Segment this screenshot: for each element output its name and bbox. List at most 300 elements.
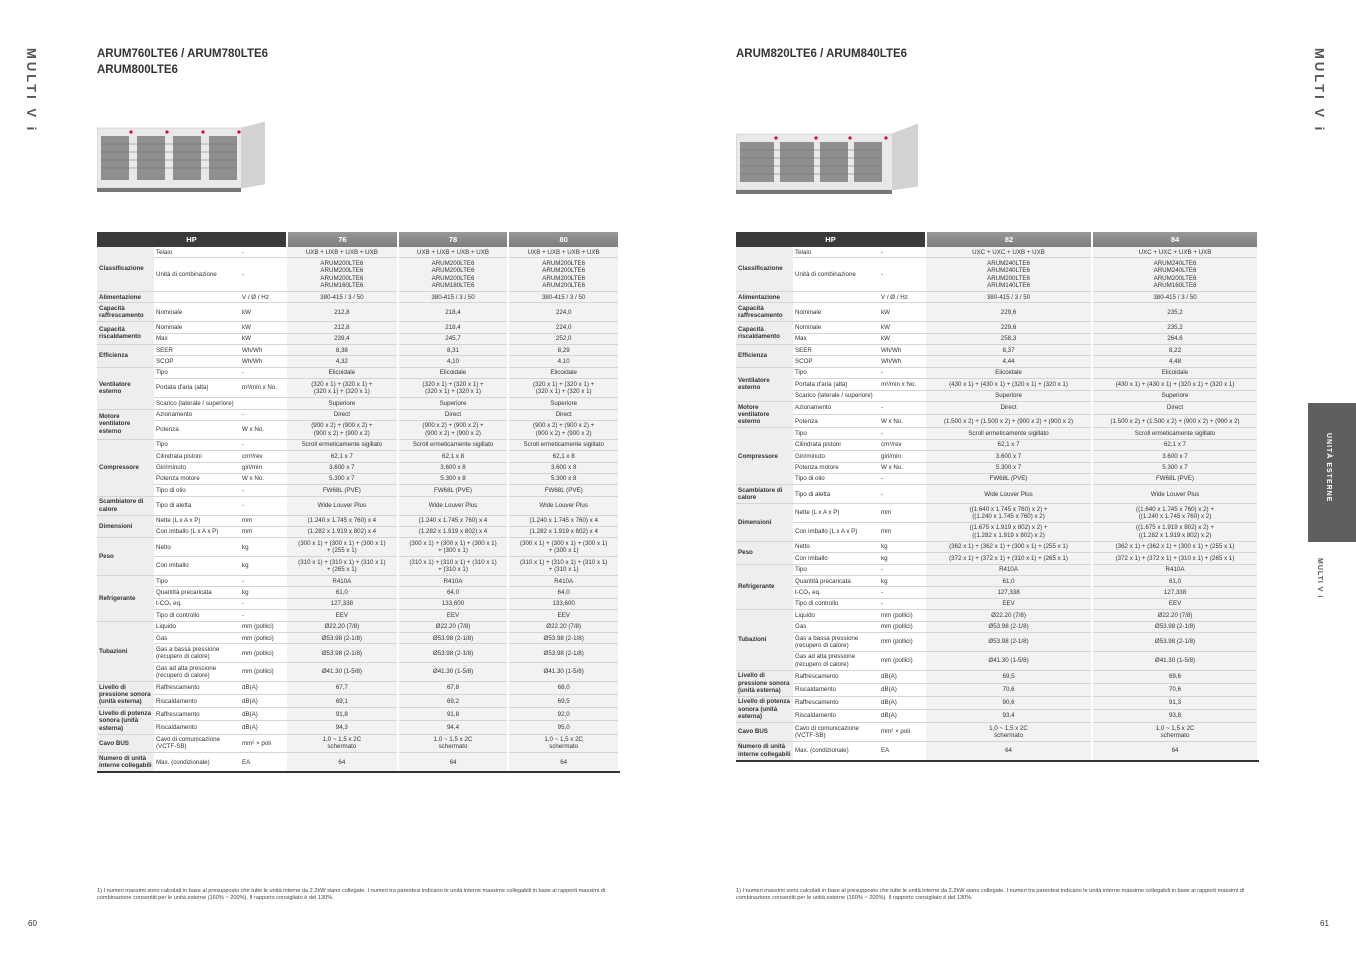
table-row: [97, 356, 619, 367]
param-cell: Con imballo: [154, 557, 240, 576]
value-cell: R410A: [287, 576, 398, 587]
value-cell: (310 x 1) + (310 x 1) + (310 x 1) + (310 x 1): [398, 557, 509, 576]
value-cell: 224,0: [508, 322, 619, 333]
table-row: [736, 541, 1258, 552]
table-row: [97, 322, 619, 333]
table-row: [97, 598, 619, 609]
param-cell: Nominale: [154, 303, 240, 322]
value-cell: UXC + UXC + UXB + UXB: [926, 247, 1092, 258]
table-row: [97, 708, 619, 721]
unit-cell: mm: [240, 526, 287, 537]
category-cell: Tubazioni: [97, 621, 154, 681]
param-cell: Max: [793, 333, 879, 344]
value-cell: Ø22.20 (7/8): [508, 621, 619, 632]
unit-cell: -: [240, 367, 287, 378]
param-cell: Max: [154, 333, 240, 344]
unit-cell: giri/min: [879, 451, 926, 462]
table-row: [97, 439, 619, 450]
value-cell: EEV: [287, 610, 398, 621]
value-cell: 64: [1092, 741, 1258, 760]
value-cell: 5.300 x 7: [287, 473, 398, 484]
param-cell: SEER: [793, 345, 879, 356]
table-row: [97, 409, 619, 420]
table-row: [97, 721, 619, 734]
value-cell: Ø53.98 (2-1/8): [398, 644, 509, 663]
category-cell: Livello di pressione sonora (unità esterna): [736, 670, 793, 696]
value-cell: Scroll ermeticamente sigillato: [398, 439, 509, 450]
table-row: [97, 485, 619, 496]
unit-cell: -: [879, 367, 926, 378]
unit-cell: W x No.: [240, 473, 287, 484]
param-cell: [793, 292, 879, 303]
unit-cell: W x No.: [240, 420, 287, 439]
value-cell: Elicoidale: [926, 367, 1092, 378]
unit-cell: -: [879, 402, 926, 415]
table-row: [736, 670, 1258, 683]
value-cell: UXC + UXC + UXB + UXB: [1092, 247, 1258, 258]
table-row: [97, 644, 619, 663]
table-row: [97, 398, 619, 409]
unit-cell: kg: [240, 557, 287, 576]
value-cell: 229,6: [926, 303, 1092, 322]
value-cell: 64,0: [398, 587, 509, 598]
value-cell: 91,8: [287, 708, 398, 721]
brand-small-label: MULTI V i: [1316, 558, 1323, 599]
unit-cell: mm: [879, 504, 926, 523]
value-cell: Elicoidale: [398, 367, 509, 378]
value-cell: FW68L (PVE): [287, 485, 398, 496]
unit-cell: mm (pollici): [879, 651, 926, 670]
unit-cell: -: [879, 598, 926, 609]
value-cell: Ø41.30 (1-5/8): [508, 663, 619, 682]
category-cell: Alimentazione: [736, 292, 793, 303]
value-cell: 239,4: [287, 333, 398, 344]
param-cell: Gas ad alta pressione (recupero di calore): [793, 651, 879, 670]
right-page: [678, 0, 1356, 959]
table-row: [736, 553, 1258, 564]
param-cell: Giri/minuto: [154, 462, 240, 473]
unit-cell: V / Ø / Hz: [240, 292, 287, 303]
unit-cell: kg: [879, 576, 926, 587]
param-cell: Liquido: [154, 621, 240, 632]
value-cell: 8,29: [508, 345, 619, 356]
value-cell: 380-415 / 3 / 50: [926, 292, 1092, 303]
unit-cell: [240, 398, 287, 409]
value-cell: 3.600 x 7: [926, 451, 1092, 462]
value-cell: Superiore: [287, 398, 398, 409]
value-cell: UXB + UXB + UXB + UXB: [287, 247, 398, 258]
param-cell: Raffrescamento: [154, 708, 240, 721]
value-cell: 252,0: [508, 333, 619, 344]
unit-cell: mm² × poli: [240, 734, 287, 753]
value-cell: 69,5: [926, 670, 1092, 683]
value-cell: (900 x 2) + (900 x 2) + (900 x 2) + (900 x 2): [287, 420, 398, 439]
value-cell: Elicoidale: [287, 367, 398, 378]
value-cell: ((1.640 x 1.745 x 760) x 2) + ((1.240 x 1.745 x 760) x 2): [1092, 504, 1258, 523]
value-cell: 133,600: [508, 598, 619, 609]
value-cell: 212,8: [287, 322, 398, 333]
value-cell: 212,8: [287, 303, 398, 322]
table-row: [97, 734, 619, 753]
param-cell: SCOP: [793, 356, 879, 367]
unit-cell: kW: [879, 322, 926, 333]
table-row: [736, 504, 1258, 523]
unit-cell: -: [879, 485, 926, 504]
table-row: [97, 420, 619, 439]
unit-cell: -: [879, 428, 926, 439]
table-row: [97, 610, 619, 621]
param-cell: SCOP: [154, 356, 240, 367]
value-cell: 93,8: [1092, 709, 1258, 722]
footnote: 1) I numeri massimi sono calcolati in base al presupposto che tutte le unità interne da 2,2kW siano collegate. I numeri tra parentesi indicano le unità interne massime collegabili in base ai rapporti massimi di combinazione consentiti per le unità esterne (160% ~ 200%). Il rapporto consigliato è del 130%.: [97, 888, 606, 901]
table-row: [736, 303, 1258, 322]
param-cell: Max. (condizionale): [154, 753, 240, 772]
param-cell: Telaio: [154, 247, 240, 258]
unit-cell: cm³/rev: [240, 451, 287, 462]
value-cell: ((1.675 x 1.919 x 802) x 2) + ((1.282 x 1.919 x 802) x 2): [1092, 522, 1258, 541]
table-row: [97, 345, 619, 356]
value-cell: Ø22.20 (7/8): [926, 610, 1092, 621]
value-cell: Superiore: [1092, 390, 1258, 401]
unit-cell: mm (pollici): [240, 621, 287, 632]
value-cell: (900 x 2) + (900 x 2) + (900 x 2) + (900 x 2): [398, 420, 509, 439]
spec-table: [97, 232, 620, 773]
unit-cell: mm (pollici): [240, 633, 287, 644]
unit-cell: -: [879, 247, 926, 258]
param-cell: Unità di combinazione: [154, 258, 240, 292]
value-cell: Elicoidale: [1092, 367, 1258, 378]
value-cell: 61,0: [926, 576, 1092, 587]
value-cell: R410A: [926, 564, 1092, 575]
param-cell: Telaio: [793, 247, 879, 258]
unit-cell: dB(A): [879, 709, 926, 722]
table-row: [97, 538, 619, 557]
category-cell: Capacità riscaldamento: [736, 322, 793, 345]
table-row: [736, 621, 1258, 632]
param-cell: Liquido: [793, 610, 879, 621]
table-row: [97, 451, 619, 462]
table-row: [736, 587, 1258, 598]
header-model-76: 76: [287, 232, 398, 247]
unit-cell: Wh/Wh: [879, 356, 926, 367]
value-cell: Direct: [398, 409, 509, 420]
unit-cell: mm (pollici): [879, 621, 926, 632]
header-model-84: 84: [1092, 232, 1258, 247]
value-cell: 4,32: [287, 356, 398, 367]
category-cell: Cavo BUS: [97, 734, 154, 753]
value-cell: Wide Louver Plus: [926, 485, 1092, 504]
unit-cell: -: [240, 496, 287, 515]
value-cell: ARUM200LTE6 ARUM200LTE6 ARUM200LTE6 ARUM180LTE6: [398, 258, 509, 292]
unit-cell: dB(A): [879, 683, 926, 696]
unit-cell: Wh/Wh: [879, 345, 926, 356]
category-cell: Cavo BUS: [736, 723, 793, 742]
table-row: [97, 333, 619, 344]
value-cell: (320 x 1) + (320 x 1) + (320 x 1) + (320 x 1): [398, 379, 509, 398]
table-row: [736, 247, 1258, 258]
header-model-78: 78: [398, 232, 509, 247]
value-cell: (1.282 x 1.919 x 802) x 4: [287, 526, 398, 537]
value-cell: (300 x 1) + (300 x 1) + (300 x 1) + (300 x 1): [398, 538, 509, 557]
value-cell: (1.500 x 2) + (1.500 x 2) + (900 x 2) + (900 x 2): [926, 415, 1092, 428]
value-cell: Ø53.98 (2-1/8): [398, 633, 509, 644]
table-row: [97, 695, 619, 708]
table-row: [97, 753, 619, 772]
value-cell: 64: [926, 741, 1092, 760]
value-cell: 1,0 ~ 1,5 x 2C schermato: [508, 734, 619, 753]
unit-cell: -: [240, 258, 287, 292]
value-cell: 5.300 x 8: [508, 473, 619, 484]
value-cell: Ø53.98 (2-1/8): [1092, 621, 1258, 632]
value-cell: 67,8: [398, 682, 509, 695]
table-row: [736, 292, 1258, 303]
param-cell: Cavo di comunicazione (VCTF-SB): [793, 723, 879, 742]
value-cell: 62,1 x 8: [508, 451, 619, 462]
unit-cell: kW: [240, 333, 287, 344]
table-row: [736, 485, 1258, 504]
value-cell: 69,1: [287, 695, 398, 708]
value-cell: (300 x 1) + (300 x 1) + (300 x 1) + (300 x 1): [508, 538, 619, 557]
param-cell: t-CO₂ eq.: [154, 598, 240, 609]
value-cell: 1,0 ~ 1,5 x 2C schermato: [926, 723, 1092, 742]
param-cell: Con imballo (L x A x P): [793, 522, 879, 541]
category-cell: Dimensioni: [736, 504, 793, 542]
table-row: [736, 415, 1258, 428]
category-cell: Capacità raffrescamento: [736, 303, 793, 322]
table-row: [736, 598, 1258, 609]
param-cell: Tipo di controllo: [154, 610, 240, 621]
table-row: [97, 663, 619, 682]
table-row: [736, 333, 1258, 344]
param-cell: Riscaldamento: [154, 721, 240, 734]
table-row: [736, 696, 1258, 709]
table-row: [97, 633, 619, 644]
table-row: [736, 723, 1258, 742]
table-row: [97, 496, 619, 515]
param-cell: Gas: [154, 633, 240, 644]
unit-cell: dB(A): [879, 670, 926, 683]
table-row: [736, 439, 1258, 450]
param-cell: Con imballo (L x A x P): [154, 526, 240, 537]
table-row: [736, 345, 1258, 356]
param-cell: Nette (L x A x P): [154, 515, 240, 526]
value-cell: 94,3: [287, 721, 398, 734]
unit-cell: giri/min: [240, 462, 287, 473]
section-tab-label: UNITÀ ESTERNE: [1325, 433, 1332, 503]
unit-cell: -: [240, 247, 287, 258]
value-cell: 218,4: [398, 303, 509, 322]
title-line: ARUM820LTE6 / ARUM840LTE6: [736, 48, 908, 60]
param-cell: Gas a bassa pressione (recupero di calore): [793, 633, 879, 652]
param-cell: Riscaldamento: [793, 709, 879, 722]
value-cell: 90,6: [926, 696, 1092, 709]
table-row: [97, 587, 619, 598]
value-cell: R410A: [1092, 564, 1258, 575]
unit-cell: kW: [240, 303, 287, 322]
value-cell: Scroll ermeticamente sigillato: [926, 428, 1092, 439]
param-cell: Raffrescamento: [793, 696, 879, 709]
table-row: [97, 682, 619, 695]
value-cell: 235,2: [1092, 303, 1258, 322]
param-cell: Quantità precaricata: [154, 587, 240, 598]
unit-cell: mm: [879, 522, 926, 541]
unit-cell: -: [240, 598, 287, 609]
table-row: [97, 526, 619, 537]
unit-cell: EA: [240, 753, 287, 772]
value-cell: Ø53.98 (2-1/8): [287, 644, 398, 663]
unit-cell: dB(A): [879, 696, 926, 709]
category-cell: Classificazione: [97, 247, 154, 292]
value-cell: (1.282 x 1.919 x 802) x 4: [398, 526, 509, 537]
unit-cell: cm³/rev: [879, 439, 926, 450]
brand-vertical-label: MULTI V i: [24, 48, 39, 134]
header-hp: HP: [97, 232, 287, 247]
value-cell: 91,8: [398, 708, 509, 721]
category-cell: Scambiatore di calore: [736, 485, 793, 504]
param-cell: Raffrescamento: [154, 682, 240, 695]
category-cell: Ventilatore esterno: [736, 367, 793, 401]
param-cell: Potenza motore: [154, 473, 240, 484]
value-cell: (300 x 1) + (300 x 1) + (300 x 1) + (255 x 1): [287, 538, 398, 557]
value-cell: Scroll ermeticamente sigillato: [1092, 428, 1258, 439]
value-cell: 62,1 x 7: [287, 451, 398, 462]
value-cell: Ø53.98 (2-1/8): [508, 644, 619, 663]
param-cell: Nominale: [793, 303, 879, 322]
category-cell: Peso: [736, 541, 793, 564]
table-row: [736, 564, 1258, 575]
category-cell: Compressore: [97, 439, 154, 496]
value-cell: (1.240 x 1.745 x 760) x 4: [508, 515, 619, 526]
param-cell: Netto: [154, 538, 240, 557]
table-row: [97, 473, 619, 484]
value-cell: 380-415 / 3 / 50: [1092, 292, 1258, 303]
value-cell: 133,600: [398, 598, 509, 609]
param-cell: Nette (L x A x P): [793, 504, 879, 523]
unit-cell: Wh/Wh: [240, 356, 287, 367]
value-cell: FW68L (PVE): [398, 485, 509, 496]
param-cell: Tipo di aletta: [154, 496, 240, 515]
table-row: [736, 367, 1258, 378]
param-cell: Gas: [793, 621, 879, 632]
value-cell: (372 x 1) + (372 x 1) + (310 x 1) + (265 x 1): [1092, 553, 1258, 564]
unit-cell: dB(A): [240, 708, 287, 721]
category-cell: Tubazioni: [736, 610, 793, 670]
unit-cell: -: [240, 409, 287, 420]
page-number: 61: [1320, 919, 1329, 928]
header-model-82: 82: [926, 232, 1092, 247]
table-row: [97, 258, 619, 292]
header-hp: HP: [736, 232, 926, 247]
value-cell: ARUM200LTE6 ARUM200LTE6 ARUM200LTE6 ARUM160LTE6: [287, 258, 398, 292]
value-cell: 62,1 x 7: [1092, 439, 1258, 450]
param-cell: Tipo: [793, 564, 879, 575]
param-cell: Tipo di aletta: [793, 485, 879, 504]
unit-cell: kg: [879, 553, 926, 564]
value-cell: (310 x 1) + (310 x 1) + (310 x 1) + (310 x 1): [508, 557, 619, 576]
unit-cell: -: [240, 576, 287, 587]
table-row: [736, 390, 1258, 401]
category-cell: Efficienza: [97, 345, 154, 368]
value-cell: Ø53.98 (2-1/8): [926, 621, 1092, 632]
value-cell: 235,2: [1092, 322, 1258, 333]
value-cell: 8,22: [1092, 345, 1258, 356]
category-cell: Motore ventilatore esterno: [97, 409, 154, 439]
unit-cell: mm (pollici): [879, 633, 926, 652]
unit-cell: kg: [879, 541, 926, 552]
param-cell: Tipo: [154, 439, 240, 450]
value-cell: 229,6: [926, 322, 1092, 333]
category-cell: Refrigerante: [736, 564, 793, 610]
value-cell: EEV: [508, 610, 619, 621]
page-title: [97, 46, 268, 78]
value-cell: 127,338: [1092, 587, 1258, 598]
value-cell: (430 x 1) + (430 x 1) + (320 x 1) + (320 x 1): [926, 379, 1092, 390]
value-cell: FW68L (PVE): [926, 473, 1092, 484]
value-cell: UXB + UXB + UXB + UXB: [398, 247, 509, 258]
category-cell: Numero di unità interne collegabili: [736, 741, 793, 760]
category-cell: Peso: [97, 538, 154, 576]
value-cell: (362 x 1) + (362 x 1) + (300 x 1) + (255 x 1): [1092, 541, 1258, 552]
param-cell: Max. (condizionale): [793, 741, 879, 760]
category-cell: Numero di unità interne collegabili: [97, 753, 154, 772]
value-cell: 127,338: [287, 598, 398, 609]
value-cell: 69,2: [398, 695, 509, 708]
param-cell: Portata d'aria (alta): [793, 379, 879, 390]
value-cell: 4,10: [398, 356, 509, 367]
value-cell: (900 x 2) + (900 x 2) + (900 x 2) + (900 x 2): [508, 420, 619, 439]
param-cell: Potenza: [154, 420, 240, 439]
value-cell: (362 x 1) + (362 x 1) + (300 x 1) + (255 x 1): [926, 541, 1092, 552]
value-cell: 67,7: [287, 682, 398, 695]
table-row: [736, 709, 1258, 722]
unit-cell: -: [240, 439, 287, 450]
value-cell: Ø41.30 (1-5/8): [287, 663, 398, 682]
value-cell: EEV: [398, 610, 509, 621]
table-row: [736, 402, 1258, 415]
value-cell: 3.600 x 7: [287, 462, 398, 473]
unit-cell: [879, 390, 926, 401]
table-row: [97, 621, 619, 632]
param-cell: Scarico (laterale / superiore): [154, 398, 240, 409]
unit-cell: -: [240, 485, 287, 496]
param-cell: Cilindrata pistoni: [793, 439, 879, 450]
value-cell: UXB + UXB + UXB + UXB: [508, 247, 619, 258]
category-cell: Livello di pressione sonora (unità esterna): [97, 682, 154, 708]
value-cell: (320 x 1) + (320 x 1) + (320 x 1) + (320 x 1): [287, 379, 398, 398]
param-cell: Tipo di controllo: [793, 598, 879, 609]
unit-cell: -: [879, 258, 926, 292]
value-cell: 4,48: [1092, 356, 1258, 367]
param-cell: Riscaldamento: [154, 695, 240, 708]
table-row: [736, 473, 1258, 484]
value-cell: FW68L (PVE): [508, 485, 619, 496]
value-cell: Ø53.98 (2-1/8): [508, 633, 619, 644]
value-cell: 62,1 x 8: [398, 451, 509, 462]
unit-cell: W x No.: [879, 462, 926, 473]
value-cell: 64: [398, 753, 509, 772]
category-cell: Scambiatore di calore: [97, 496, 154, 515]
param-cell: Azionamento: [793, 402, 879, 415]
value-cell: 1,0 ~ 1,5 x 2C schermato: [287, 734, 398, 753]
unit-cell: mm: [240, 515, 287, 526]
value-cell: EEV: [926, 598, 1092, 609]
table-row: [736, 683, 1258, 696]
unit-cell: dB(A): [240, 695, 287, 708]
category-cell: Classificazione: [736, 247, 793, 292]
unit-cell: mm (pollici): [240, 663, 287, 682]
table-row: [97, 557, 619, 576]
value-cell: Ø53.98 (2-1/8): [926, 633, 1092, 652]
